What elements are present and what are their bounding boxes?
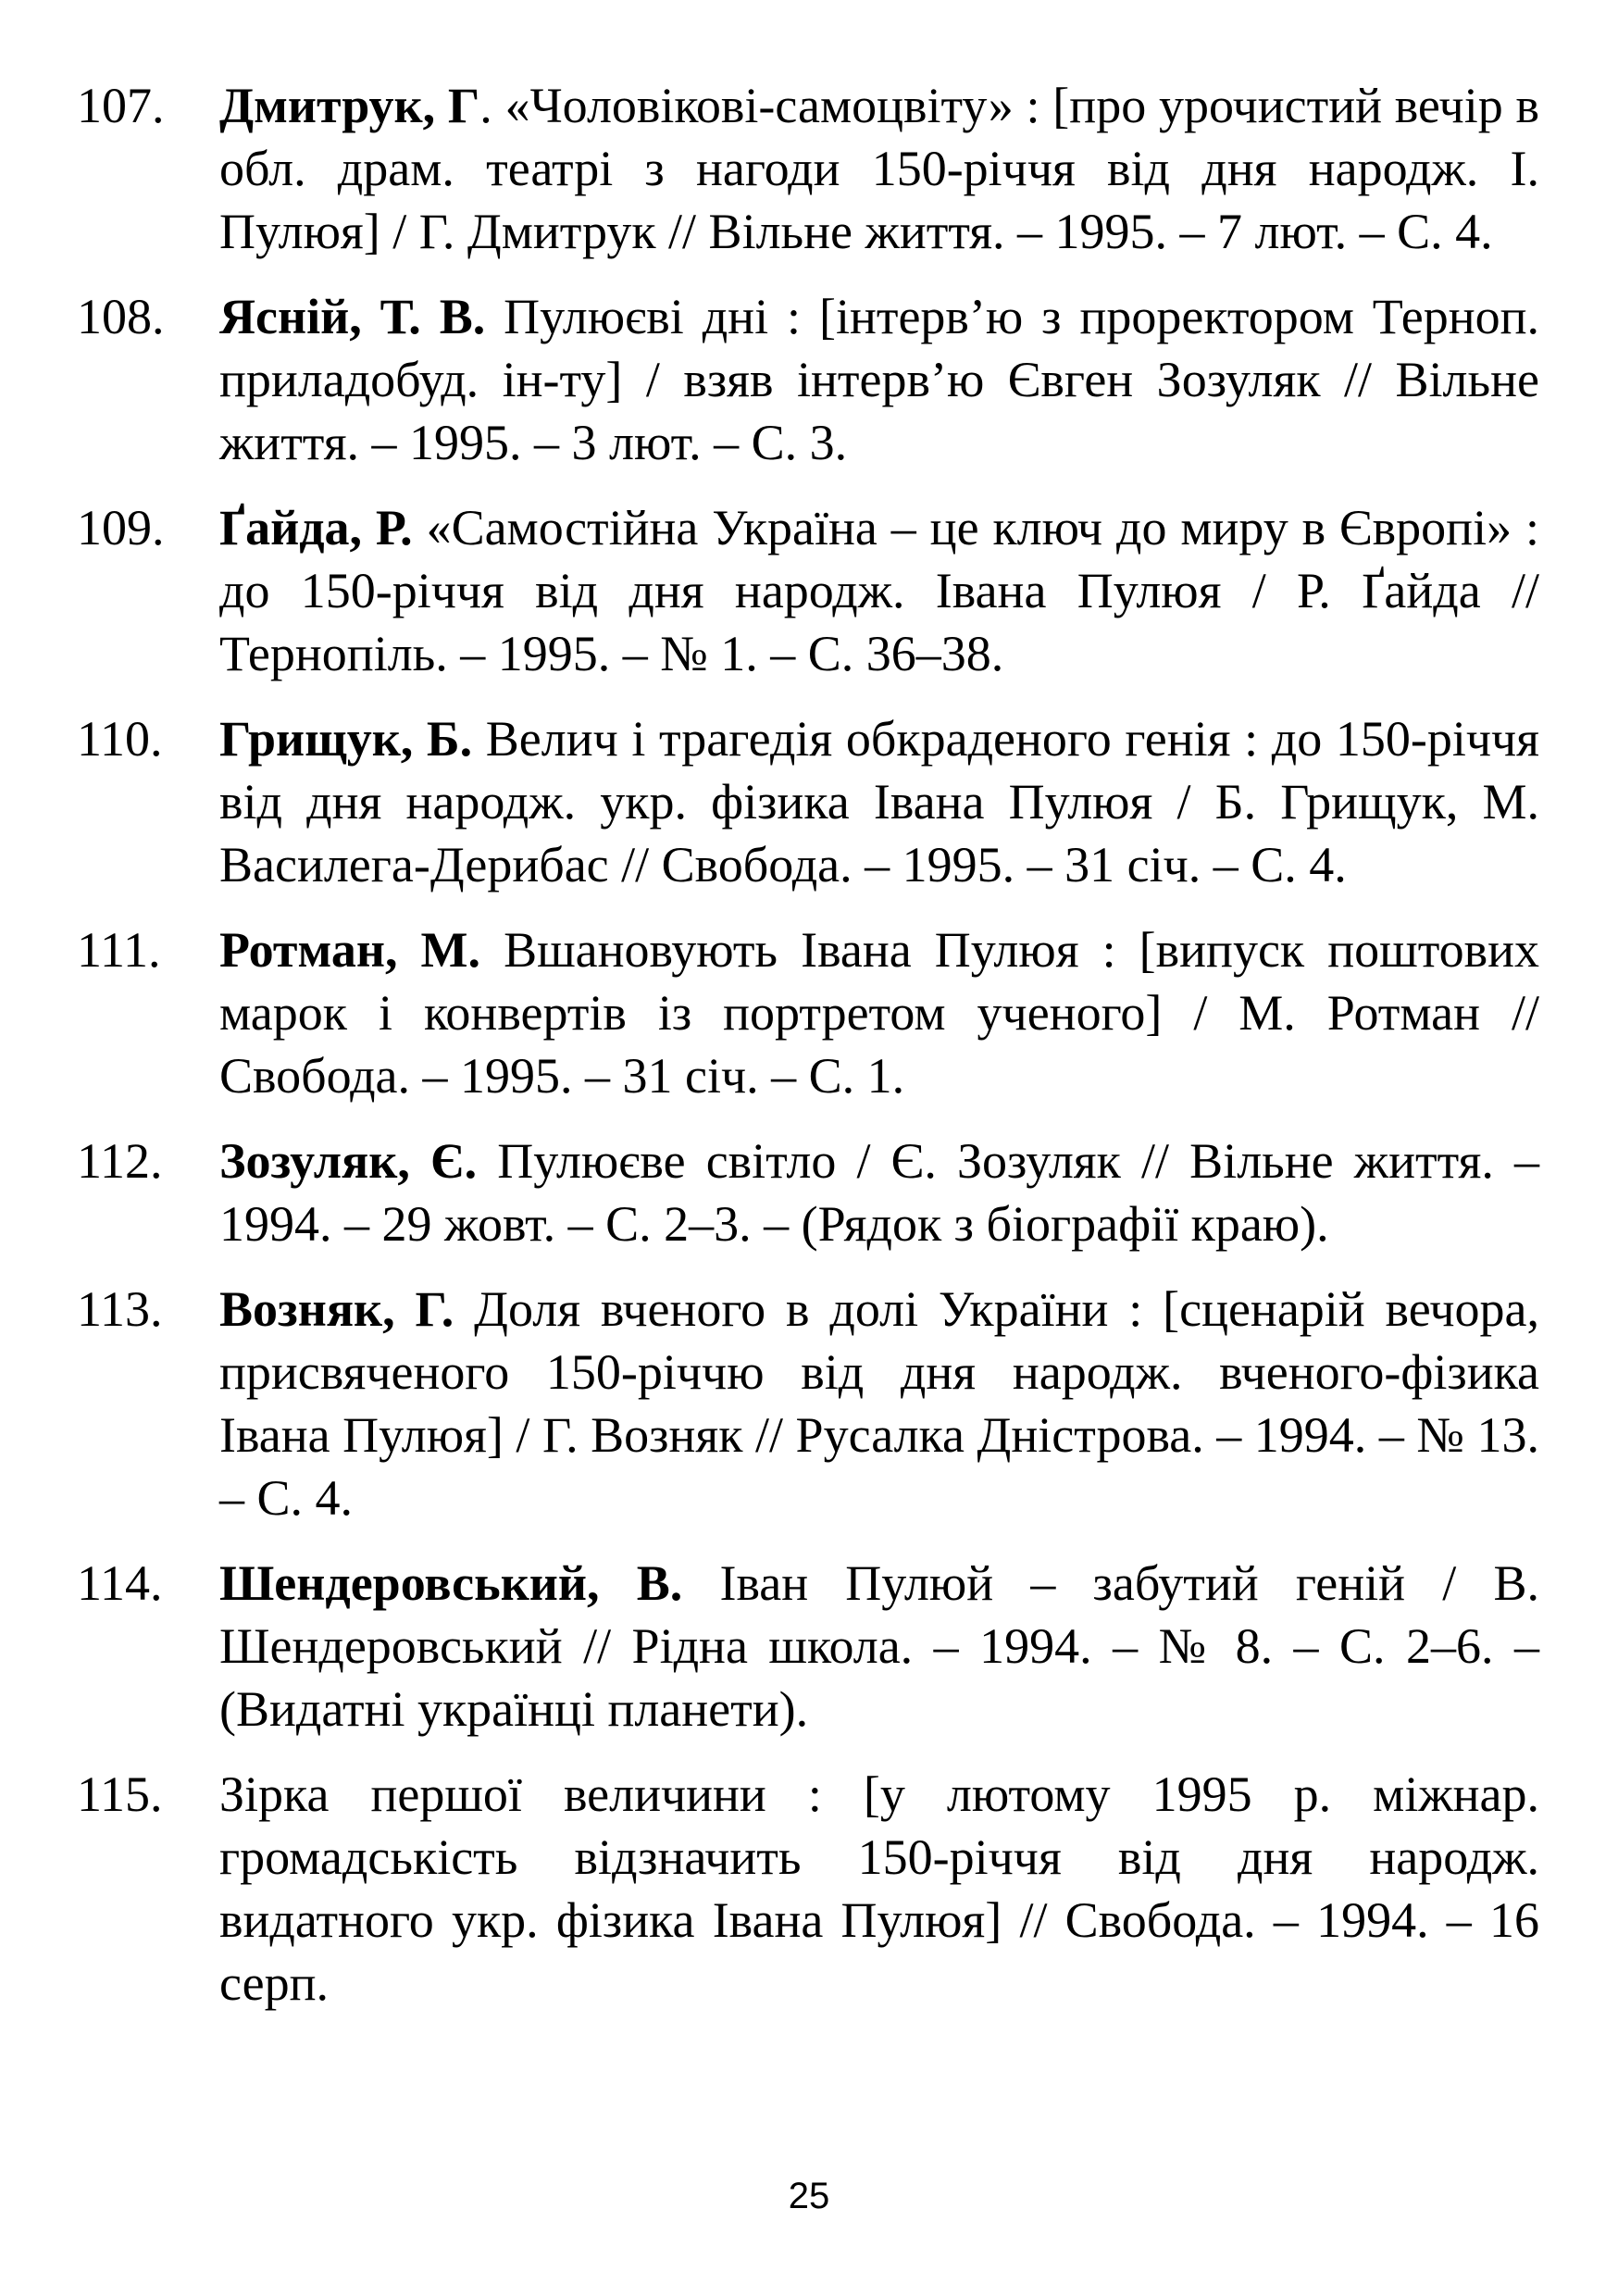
entry-description: . «Чоловікові-самоцвіту» : [про урочистий вечір в обл. драм. театрі з нагоди 150-річчя від дня народж. І. Пулюя] / Г. Дмитрук // Вільне життя. – 1995. – 7 лют. – С. 4. bbox=[219, 78, 1539, 259]
entry-number: 110. bbox=[77, 711, 163, 767]
entry-description: Доля вченого в долі України : [сценарій вечора, присвяченого 150-річчю від дня народж. вченого-фізика Івана Пулюя] / Г. Возняк // Русалка Дністрова. – 1994. – № 13. – С. 4. bbox=[219, 1281, 1539, 1526]
entry-author: Зозуляк, Є. bbox=[219, 1133, 478, 1189]
entry-number: 115. bbox=[77, 1766, 163, 1822]
entry-description: Пулюєві дні : [інтерв’ю з проректором Терноп. приладобуд. ін-ту] / взяв інтерв’ю Євген Зозуляк // Вільне життя. – 1995. – 3 лют. – С. 3. bbox=[219, 289, 1540, 470]
entry-author: Ясній, Т. В. bbox=[219, 289, 486, 344]
bibliography-list bbox=[77, 74, 1539, 2037]
bibliography-entry-108 bbox=[77, 285, 1539, 474]
entry-number: 108. bbox=[77, 289, 165, 344]
entry-author: Дмитрук, Г bbox=[219, 78, 480, 133]
entry-text bbox=[219, 496, 1539, 685]
bibliography-entry-109 bbox=[77, 496, 1539, 685]
bibliography-entry-107 bbox=[77, 74, 1539, 263]
entry-author: Ротман, М. bbox=[219, 922, 481, 978]
entry-description: «Самостійна Україна – це ключ до миру в Європі» : до 150-річчя від дня народж. Івана Пулюя / Р. Ґайда // Тернопіль. – 1995. – № 1. – С. 36–38. bbox=[219, 500, 1539, 681]
entry-description: Вшановують Івана Пулюя : [випуск поштових марок і конвертів із портретом ученого] / М. Ротман // Свобода. – 1995. – 31 січ. – С. 1. bbox=[219, 922, 1539, 1104]
entry-text bbox=[219, 1763, 1539, 2015]
bibliography-entry-113 bbox=[77, 1278, 1539, 1529]
entry-description: Велич і трагедія обкраденого генія : до 150-річчя від дня народж. укр. фізика Івана Пулюя / Б. Грищук, М. Василега-Дерибас // Свобода. – 1995. – 31 січ. – С. 4. bbox=[219, 711, 1539, 892]
entry-description: Зірка першої величини : [у лютому 1995 р. міжнар. громадськість відзначить 150-річчя від дня народж. видатного укр. фізика Івана Пулюя] // Свобода. – 1994. – 16 серп. bbox=[219, 1766, 1539, 2011]
entry-author: Ґайда, Р. bbox=[219, 500, 413, 555]
page-number: 25 bbox=[788, 2176, 830, 2216]
entry-number: 112. bbox=[77, 1133, 163, 1189]
bibliography-entry-112 bbox=[77, 1129, 1539, 1255]
entry-text bbox=[219, 1278, 1539, 1529]
bibliography-entry-111 bbox=[77, 918, 1539, 1107]
bibliography-entry-115 bbox=[77, 1763, 1539, 2015]
entry-description: Іван Пулюй – забутий геній / В. Шендеровський // Рідна школа. – 1994. – № 8. – С. 2–6. – (Видатні українці планети). bbox=[219, 1555, 1539, 1737]
entry-description: Пулюєве світло / Є. Зозуляк // Вільне життя. – 1994. – 29 жовт. – С. 2–3. – (Рядок з біографії краю). bbox=[219, 1133, 1539, 1252]
bibliography-entry-114 bbox=[77, 1552, 1539, 1741]
entry-text bbox=[219, 918, 1539, 1107]
entry-text bbox=[219, 707, 1539, 896]
entry-text bbox=[219, 1552, 1539, 1741]
entry-number: 109. bbox=[77, 500, 165, 555]
entry-author: Грищук, Б. bbox=[219, 711, 473, 767]
entry-number: 107. bbox=[77, 78, 165, 133]
entry-author: Возняк, Г. bbox=[219, 1281, 454, 1337]
entry-number: 111. bbox=[77, 922, 161, 978]
entry-number: 113. bbox=[77, 1281, 163, 1337]
entry-text bbox=[219, 74, 1539, 263]
entry-text bbox=[219, 285, 1539, 474]
entry-author: Шендеровський, В. bbox=[219, 1555, 683, 1611]
entry-text bbox=[219, 1129, 1539, 1255]
bibliography-entry-110 bbox=[77, 707, 1539, 896]
entry-number: 114. bbox=[77, 1555, 163, 1611]
